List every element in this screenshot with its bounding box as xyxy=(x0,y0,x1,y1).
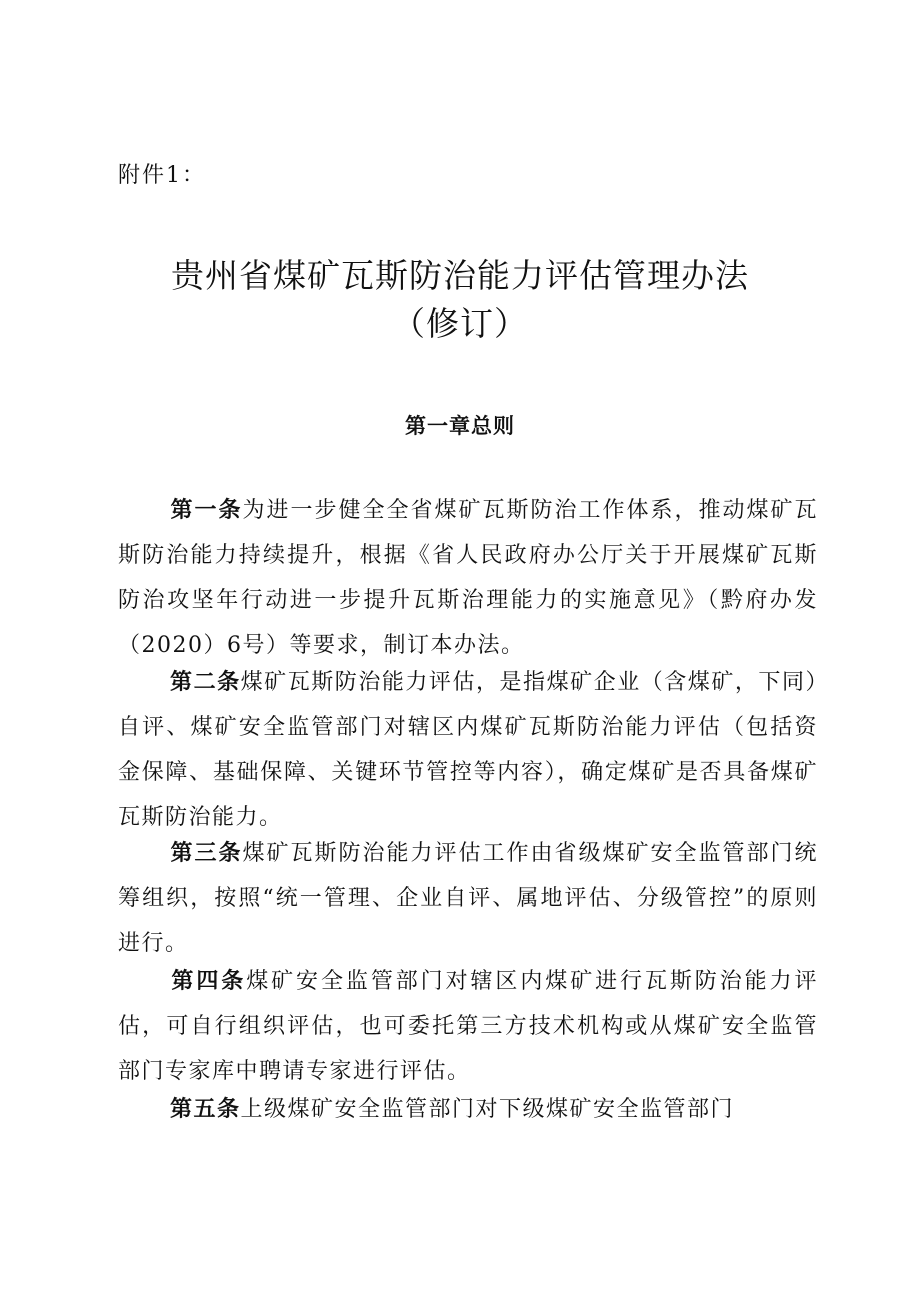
article-head: 第三条 xyxy=(170,841,243,866)
article-paragraph xyxy=(118,488,818,668)
article-text: 上级煤矿安全监管部门对下级煤矿安全监管部门 xyxy=(240,1097,735,1122)
document-title: 贵州省煤矿瓦斯防治能力评估管理办法 xyxy=(171,256,749,295)
article-text: 煤矿瓦斯防治能力评估工作由省级煤矿安全监管部门统筹组织，按照“统一管理、企业自评、属地评估、分级管控”的原则进行。 xyxy=(118,841,818,956)
article-head: 第二条 xyxy=(170,670,241,695)
article-paragraph xyxy=(118,1087,818,1132)
article-paragraph xyxy=(118,660,818,840)
document-subtitle: （修订） xyxy=(392,304,528,343)
article-head: 第四条 xyxy=(170,969,247,994)
article-head: 第五条 xyxy=(170,1097,241,1122)
article-text: 煤矿安全监管部门对辖区内煤矿进行瓦斯防治能力评估，可自行组织评估，也可委托第三方技术机构或从煤矿安全监管部门专家库中聘请专家进行评估。 xyxy=(118,969,818,1084)
article-paragraph xyxy=(118,959,818,1094)
article-paragraph xyxy=(118,831,818,966)
article-text: 为进一步健全全省煤矿瓦斯防治工作体系，推动煤矿瓦斯防治能力持续提升，根据《省人民政府办公厅关于开展煤矿瓦斯防治攻坚年行动进一步提升瓦斯治理能力的实施意见》（黔府办发（2020）6号）等要求，制订本办法。 xyxy=(118,498,818,658)
chapter-heading: 第一章总则 xyxy=(405,414,515,438)
attachment-label: 附件1： xyxy=(118,163,206,188)
article-head: 第一条 xyxy=(170,498,243,523)
article-text: 煤矿瓦斯防治能力评估，是指煤矿企业（含煤矿，下同）自评、煤矿安全监管部门对辖区内煤矿瓦斯防治能力评估（包括资金保障、基础保障、关键环节管控等内容），确定煤矿是否具备煤矿瓦斯防治能力。 xyxy=(118,670,818,830)
